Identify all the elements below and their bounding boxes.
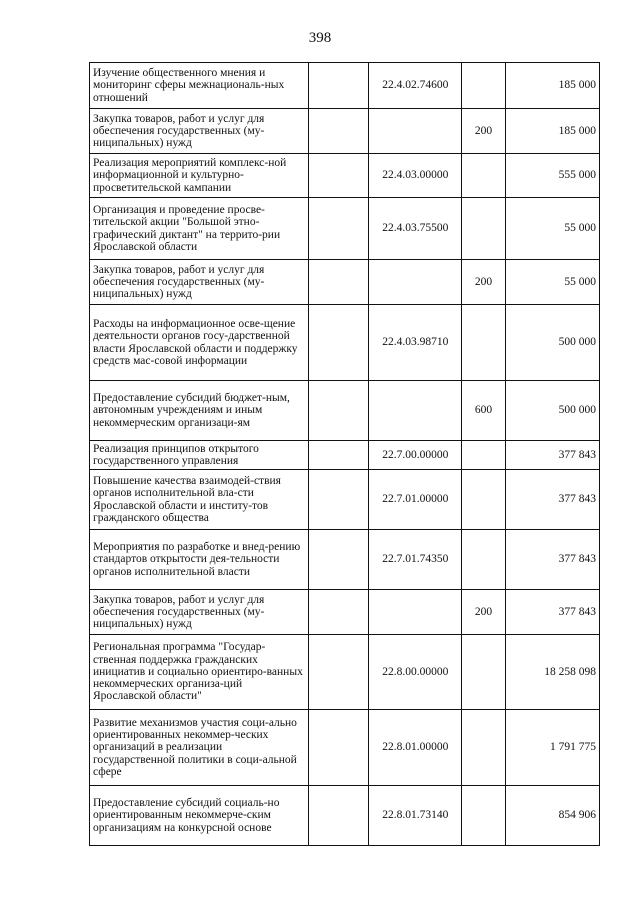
row-expense-type-cell: 600 <box>462 381 505 441</box>
row-name-cell: Расходы на информационное осве-щение деятельности органов госу-дарственной власти Ярославской области и поддержку средств мас-совой информации <box>90 305 309 381</box>
table-row <box>90 381 600 441</box>
row-amount-cell: 55 000 <box>505 260 599 305</box>
table-row <box>90 635 600 710</box>
row-amount-cell: 18 258 098 <box>505 635 599 710</box>
row-expense-type-cell <box>462 470 505 530</box>
row-subsection-cell <box>308 198 369 260</box>
table-row <box>90 260 600 305</box>
row-code-cell <box>369 381 462 441</box>
row-name-cell: Организация и проведение просве-тительской акции "Большой этно-графический диктант" на террито-рии Ярославской области <box>90 198 309 260</box>
row-amount-cell: 377 843 <box>505 530 599 590</box>
budget-table <box>89 62 600 846</box>
row-subsection-cell <box>308 109 369 154</box>
table-row <box>90 530 600 590</box>
row-subsection-cell <box>308 470 369 530</box>
table-row <box>90 198 600 260</box>
row-name-cell: Закупка товаров, работ и услуг для обеспечения государственных (му-ниципальных) нужд <box>90 260 309 305</box>
row-subsection-cell <box>308 381 369 441</box>
row-subsection-cell <box>308 530 369 590</box>
row-name-cell: Реализация принципов открытого государственного управления <box>90 441 309 470</box>
row-amount-cell: 500 000 <box>505 305 599 381</box>
row-name-cell: Закупка товаров, работ и услуг для обеспечения государственных (му-ниципальных) нужд <box>90 590 309 635</box>
row-expense-type-cell <box>462 635 505 710</box>
row-name-cell: Предоставление субсидий бюджет-ным, автономным учреждениям и иным некоммерческим организаци-ям <box>90 381 309 441</box>
row-subsection-cell <box>308 63 369 109</box>
row-name-cell: Закупка товаров, работ и услуг для обеспечения государственных (му-ниципальных) нужд <box>90 109 309 154</box>
row-subsection-cell <box>308 786 369 846</box>
row-expense-type-cell <box>462 786 505 846</box>
row-code-cell: 22.7.01.00000 <box>369 470 462 530</box>
row-code-cell: 22.8.00.00000 <box>369 635 462 710</box>
row-code-cell: 22.8.01.73140 <box>369 786 462 846</box>
row-code-cell: 22.4.02.74600 <box>369 63 462 109</box>
row-subsection-cell <box>308 441 369 470</box>
row-name-cell: Повышение качества взаимодей-ствия органов исполнительной вла-сти Ярославской области и институ-тов гражданского общества <box>90 470 309 530</box>
row-subsection-cell <box>308 305 369 381</box>
row-expense-type-cell <box>462 305 505 381</box>
row-code-cell <box>369 590 462 635</box>
row-name-cell: Региональная программа "Государ-ственная поддержка гражданских инициатив и социально ориентиро-ванных некоммерческих организа-ций Ярославской области" <box>90 635 309 710</box>
row-expense-type-cell <box>462 710 505 786</box>
row-code-cell: 22.7.00.00000 <box>369 441 462 470</box>
row-code-cell: 22.4.03.98710 <box>369 305 462 381</box>
row-name-cell: Реализация мероприятий комплекс-ной информационной и культурно-просветительской кампании <box>90 154 309 198</box>
row-expense-type-cell: 200 <box>462 590 505 635</box>
row-amount-cell: 185 000 <box>505 109 599 154</box>
row-subsection-cell <box>308 635 369 710</box>
page-number: 398 <box>308 30 332 46</box>
row-amount-cell: 377 843 <box>505 470 599 530</box>
row-amount-cell: 500 000 <box>505 381 599 441</box>
table-row <box>90 305 600 381</box>
row-subsection-cell <box>308 154 369 198</box>
row-expense-type-cell: 200 <box>462 260 505 305</box>
row-amount-cell: 1 791 775 <box>505 710 599 786</box>
row-subsection-cell <box>308 590 369 635</box>
table-row <box>90 590 600 635</box>
row-name-cell: Изучение общественного мнения и мониторинг сферы межнациональ-ных отношений <box>90 63 309 109</box>
row-expense-type-cell: 200 <box>462 109 505 154</box>
row-expense-type-cell <box>462 154 505 198</box>
row-amount-cell: 854 906 <box>505 786 599 846</box>
table-row <box>90 710 600 786</box>
row-name-cell: Предоставление субсидий социаль-но ориентированным некоммерче-ским организациям на конкурсной основе <box>90 786 309 846</box>
row-name-cell: Мероприятия по разработке и внед-рению стандартов открытости дея-тельности органов исполнительной власти <box>90 530 309 590</box>
row-expense-type-cell <box>462 198 505 260</box>
row-code-cell: 22.4.03.00000 <box>369 154 462 198</box>
row-amount-cell: 377 843 <box>505 441 599 470</box>
row-name-cell: Развитие механизмов участия соци-ально ориентированных некоммер-ческих организаций в реализации государственной политики в соци-альной сфере <box>90 710 309 786</box>
table-row <box>90 63 600 109</box>
row-code-cell <box>369 260 462 305</box>
table-row <box>90 470 600 530</box>
row-amount-cell: 555 000 <box>505 154 599 198</box>
row-amount-cell: 185 000 <box>505 63 599 109</box>
row-code-cell: 22.7.01.74350 <box>369 530 462 590</box>
row-code-cell: 22.8.01.00000 <box>369 710 462 786</box>
row-expense-type-cell <box>462 530 505 590</box>
row-amount-cell: 55 000 <box>505 198 599 260</box>
budget-table-body <box>90 63 600 846</box>
row-subsection-cell <box>308 710 369 786</box>
table-row <box>90 786 600 846</box>
row-expense-type-cell <box>462 441 505 470</box>
row-amount-cell: 377 843 <box>505 590 599 635</box>
row-code-cell: 22.4.03.75500 <box>369 198 462 260</box>
row-subsection-cell <box>308 260 369 305</box>
table-row <box>90 154 600 198</box>
row-expense-type-cell <box>462 63 505 109</box>
table-row <box>90 441 600 470</box>
row-code-cell <box>369 109 462 154</box>
table-row <box>90 109 600 154</box>
